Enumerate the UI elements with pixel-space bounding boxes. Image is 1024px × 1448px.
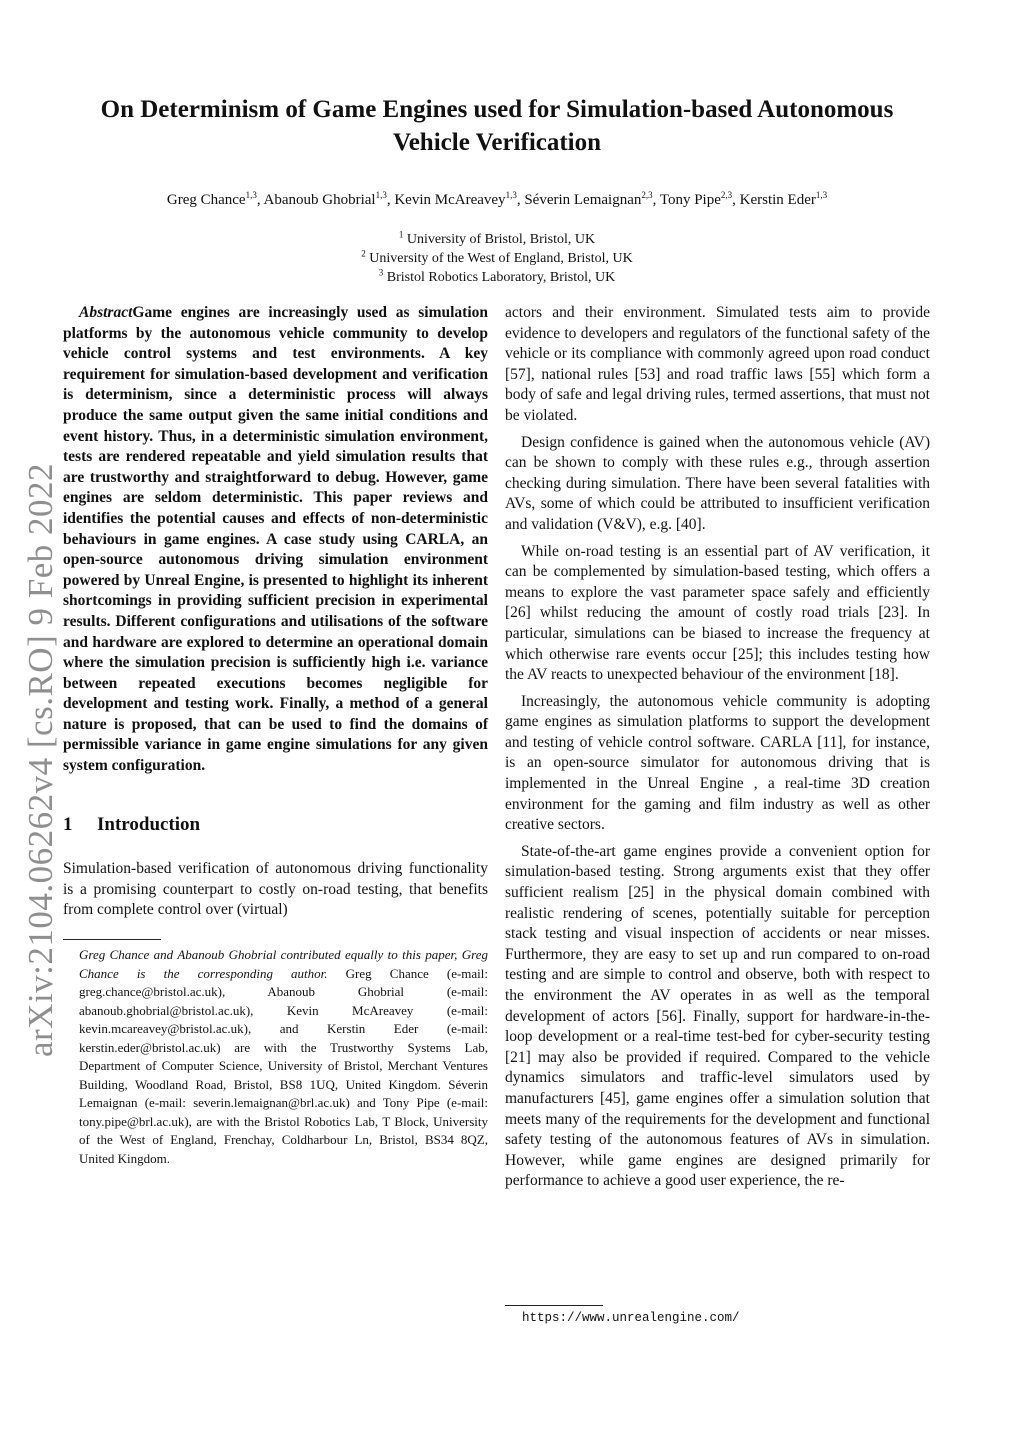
footnote-body: Greg Chance (e-mail: greg.chance@bristol.ac.uk), Abanoub Ghobrial (e-mail: abanoub.ghobrial@bristol.ac.uk), Kevin McAreavey (e-mail: kevin.mcareavey@bristol.ac.uk), and Kerstin Eder (e-mail: kerstin.eder@bristol.ac.uk) are with the Trustworthy Systems Lab, Department of Computer Science, University of Bristol, Merchant Ventures Building, Woodland Road, Bristol, BS8 1UQ, United Kingdom. Séverin Lemaignan (e-mail: severin.lemaignan@brl.ac.uk) and Tony Pipe (e-mail: tony.pipe@brl.ac.uk), are with the Bristol Robotics Lab, T Block, University of the West of England, Frenchay, Coldharbour Ln, Bristol, BS34 8QZ, United Kingdom. [79,965,489,1166]
footnote-url: https://www.unrealengine.com/ [522,1311,740,1325]
arxiv-identifier-stamp [16,460,66,1060]
affiliation: $^1$ University of Bristol, Bristol, UK [398,229,596,247]
author: Kerstin Eder$^{1,3}$ [739,190,828,208]
body-paragraph: actors and their environment. Simulated tests aim to provide evidence to developers and regulators of the functional safety of the vehicle or its compliance with commonly agreed upon road conduct [57], national rules [53] and road traffic laws [55] which form a body of safe and legal driving rules, termed assertions, that must not be violated. [505,304,930,424]
body-paragraph: State-of-the-art game engines provide a convenient option for simulation-based testing. Strong arguments exist that they offer sufficient realism [25] in the physical domain combined with realistic rendering of scenes, potentially suitable for perception stack testing and visual inspection of accidents or near misses. Furthermore, they are easy to set up and run compared to on-road testing and are simple to control and observe, both with respect to the environment the AV operates in as well as the temporal development of actors [56]. Finally, support for hardware-in-the-loop development or a real-time test-bed for cyber-security testing [21] may also be provided if required. Compared to the vehicle dynamics simulators and traffic-level simulators used by manufacturers [45], game engines offer a simulation solution that meets many of the requirements for the development and functional safety testing of the autonomous features of AVs in simulation. However, while game engines are designed primarily for performance to achieve a good user experience, the re- [505,842,930,1190]
right-column [505,303,930,1192]
author: Kevin McAreavey$^{1,3}$ [394,190,517,208]
author: Greg Chance$^{1,3}$ [166,190,257,208]
abstract-label: Abstract [79,304,133,321]
section-title: Introduction [97,813,201,835]
paper-title: On Determinism of Game Engines used for Simulation-based Autonomous Vehicle Verification [100,96,894,156]
body-paragraph: Increasingly, the autonomous vehicle community is adopting game engines as simulation platforms to support the development and testing of vehicle control software. CARLA [11], for instance, is an open-source simulator for autonomous driving that is implemented in the Unreal Engine , a real-time 3D creation environment for the gaming and film industry as well as other creative sectors. [505,692,930,834]
footnote-rule [63,939,161,940]
author-footnote [79,946,488,1168]
section-number: 1 [63,813,73,835]
author: Abanoub Ghobrial$^{1,3}$ [263,190,387,208]
arxiv-identifier-text: arXiv:2104.06262v4 [cs.RO] 9 Feb 2022 [21,462,61,1058]
abstract-text: Game engines are increasingly used as simulation platforms by the autonomous vehicle community to develop vehicle control systems and test environments. A key requirement for simulation-based development and verification is determinism, since a deterministic process will always produce the same output given the same initial conditions and event history. Thus, in a deterministic simulation environment, tests are rendered repeatable and yield simulation results that are trustworthy and straightforward to debug. However, game engines are seldom deterministic. This paper reviews and identifies the potential causes and effects of non-deterministic behaviours in game engines. A case study using CARLA, an open-source autonomous driving simulation environment powered by Unreal Engine, is presented to highlight its inherent shortcomings in providing sufficient precision in experimental results. Different configurations and utilisations of the software and hardware are explored to determine an operational domain where the simulation precision is sufficiently high i.e. variance between repeated executions becomes negligible for development and testing work. Finally, a method of a general nature is proposed, that can be used to find the domains of permissible variance in game engine simulations for any given system configuration. [63,304,488,775]
footnote-rule [505,1305,603,1306]
footnote-lead: Greg Chance and Abanoub Ghobrial contributed equally to this paper, Greg Chance is the corresponding author. [79,947,488,981]
author-list: Greg Chance$^{1,3}$, Abanoub Ghobrial$^{1,3}$, Kevin McAreavey$^{1,3}$, Séverin Lemaignan$^{2,3}$, Tony Pipe$^{2,3}$, Kerstin Eder$^{1,3}$ [166,190,828,208]
affiliation: $^3$ Bristol Robotics Laboratory, Bristol, UK [378,267,616,285]
intro-paragraph: Simulation-based verification of autonomous driving functionality is a promising counterpart to costly on-road testing, that benefits from complete control over (virtual) [63,860,488,919]
author: Tony Pipe$^{2,3}$ [659,190,733,208]
section-heading [63,815,488,836]
author: Séverin Lemaignan$^{2,3}$ [524,190,653,208]
abstract [63,303,488,777]
affiliation-list [200,230,794,287]
affiliation: $^2$ University of the West of England, Bristol, UK [361,248,633,266]
body-paragraph: Design confidence is gained when the autonomous vehicle (AV) can be shown to comply with these rules e.g., through assertion checking during simulation. There have been several fatalities with AVs, some of which could be attributed to insufficient verification and validation (V&V), e.g. [40]. [505,433,930,533]
left-column [63,303,488,1168]
body-paragraph: While on-road testing is an essential part of AV verification, it can be complemented by simulation-based testing, which offers a means to explore the vast parameter space safely and efficiently [26] whilst reducing the amount of costly road trials [23]. In particular, simulations can be biased to increase the frequency at which otherwise rare events occur [25]; this includes testing how the AV reacts to unexpected behaviour of the environment [18]. [505,542,930,684]
